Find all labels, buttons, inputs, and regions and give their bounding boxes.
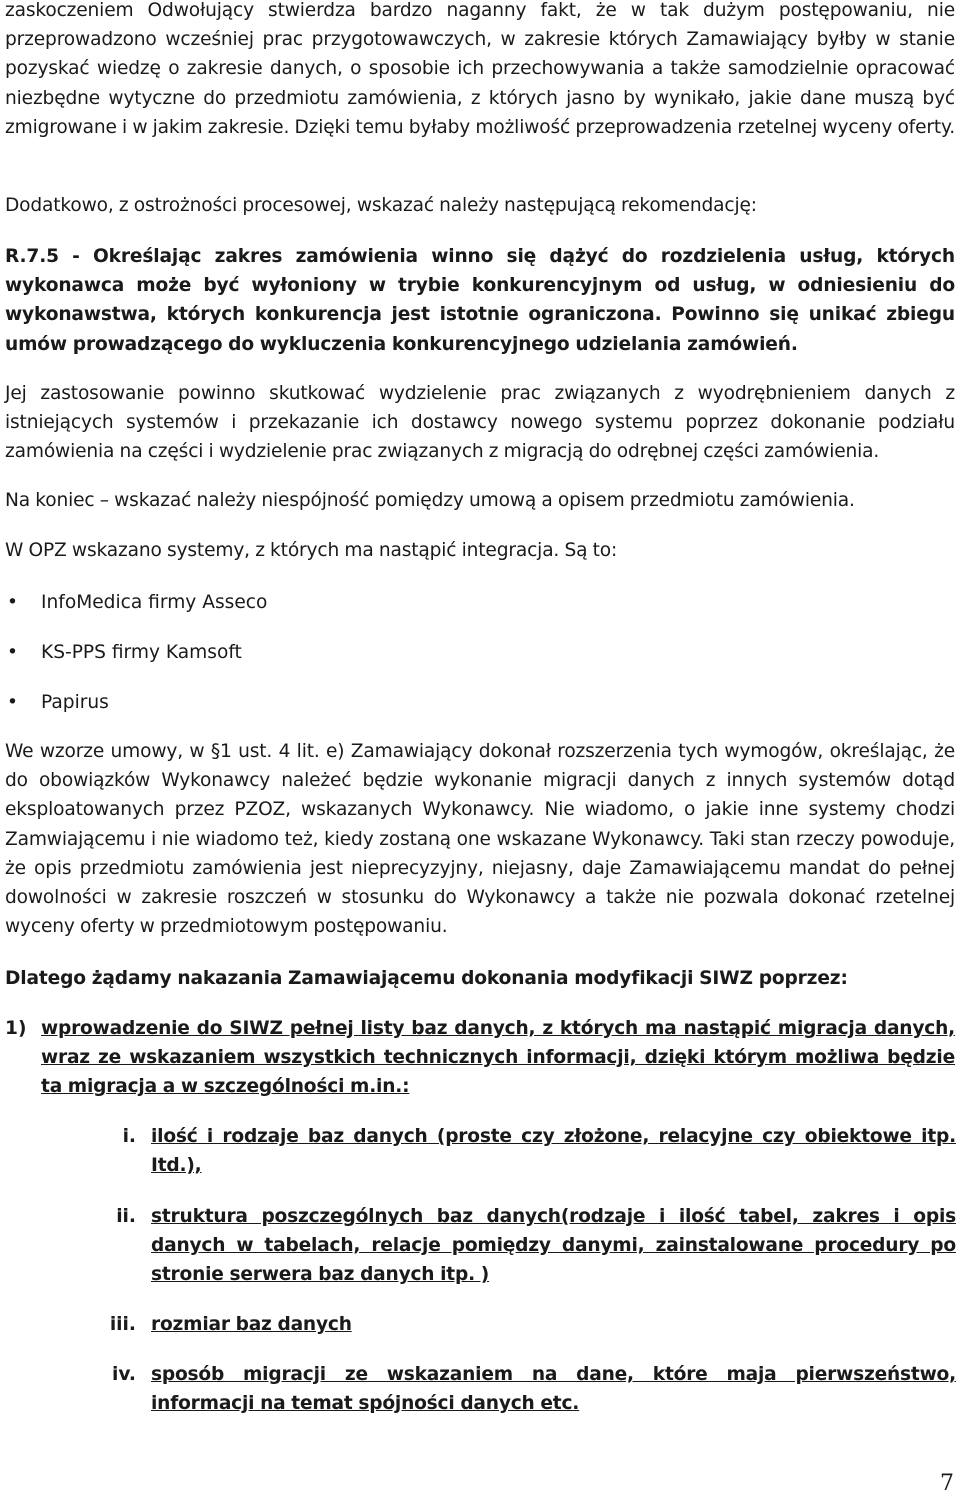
list-item-text: KS-PPS firmy Kamsoft [41, 642, 242, 663]
paragraph-inconsistency: Na koniec – wskazać należy niespójność pomiędzy umową a opisem przedmiotu zamówienia. [5, 490, 855, 511]
paragraph-recommendation-intro: Dodatkowo, z ostrożności procesowej, wskazać należy następującą rekomendację: [5, 195, 757, 216]
subitem-numeral: iii. [109, 1314, 136, 1335]
bullet-icon: • [7, 642, 18, 663]
paragraph-recommendation-r75: R.7.5 - Określając zakres zamówienia winno się dążyć do rozdzielenia usług, których wykonawca może być wyłoniony w trybie konkurencyjnym od usług, w odniesieniu do wykonawstwa, których konkurencja jest istotnie ograniczona. Powinno się unikać zbiegu umów prowadzącego do wykluczenia konkurencyjnego udzielania zamówień. [5, 246, 955, 355]
list-item-text: InfoMedica firmy Asseco [41, 592, 268, 613]
subitem-text: struktura poszczególnych baz danych(rodzaje i ilość tabel, zakres i opis danych w tabelach, relacje pomiędzy danymi, zainstalowane procedury po stronie serwera baz danych itp. ) [151, 1206, 956, 1286]
subitem-numeral: ii. [116, 1206, 136, 1227]
bullet-icon: • [7, 592, 18, 613]
page-number: 7 [940, 1471, 954, 1496]
paragraph-systems-intro: W OPZ wskazano systemy, z których ma nastąpić integracja. Są to: [5, 540, 618, 561]
list-item-text: Papirus [41, 692, 109, 713]
paragraph-contract-template: We wzorze umowy, w §1 ust. 4 lit. e) Zamawiający dokonał rozszerzenia tych wymogów, określając, że do obowiązków Wykonawcy należeć będzie wykonanie migracji danych z innych systemów dotąd eksploatowanych przez PZOZ, wskazanych Wykonawcy. Nie wiadomo, o jakie inne systemy chodzi Zamwiającemu i nie wiadomo też, kiedy zostaną one wskazane Wykonawcy. Taki stan rzeczy powoduje, że opis przedmiotu zamówienia jest nieprecyzyjny, niejasny, daje Zamawiającemu mandat do pełnej dowolności w zakresie roszczeń w stosunku do Wykonawcy a także nie pozwala dokonać rzetelnej wyceny oferty w przedmiotowym postępowaniu. [5, 741, 955, 938]
paragraph-data-preparation: zaskoczeniem Odwołujący stwierdza bardzo naganny fakt, że w tak dużym postępowaniu, nie przeprowadzono wcześniej prac przygotowawczych, w zakresie których Zamawiający byłby w stanie pozyskać wiedzę o zakresie danych, o sposobie ich przechowywania a także samodzielnie opracować niezbędne wytyczne do przedmiotu zamówienia, z których jasno by wynikało, jakie dane muszą być zmigrowane i w jakim zakresie. Dzięki temu byłaby możliwość przeprowadzenia rzetelnej wyceny oferty. [5, 0, 955, 138]
demand-text: wprowadzenie do SIWZ pełnej listy baz danych, z których ma nastąpić migracja danych, wraz ze wskazaniem wszystkich technicznych informacji, dzięki którym możliwa będzie ta migracja a w szczególności m.in.: [41, 1018, 955, 1098]
subitem-text: sposób migracji ze wskazaniem na dane, które maja pierwszeństwo, informacji na temat spójności danych etc. [151, 1364, 956, 1415]
paragraph-application: Jej zastosowanie powinno skutkować wydzielenie prac związanych z wyodrębnieniem danych z istniejących systemów i przekazanie ich dostawcy nowego systemu poprzez dokonanie podziału zamówienia na części i wydzielenie prac związanych z migracją do odrębnej części zamówienia. [5, 383, 955, 463]
subitem-text: ilość i rodzaje baz danych (proste czy złożone, relacyjne czy obiektowe itp. Itd.), [151, 1126, 956, 1177]
paragraph-demand-intro: Dlatego żądamy nakazania Zamawiającemu dokonania modyfikacji SIWZ poprzez: [5, 968, 848, 989]
subitem-text: rozmiar baz danych [151, 1314, 352, 1335]
demand-number: 1) [5, 1018, 27, 1039]
subitem-numeral: iv. [111, 1364, 136, 1385]
subitem-numeral: i. [122, 1126, 136, 1147]
bullet-icon: • [7, 692, 18, 713]
